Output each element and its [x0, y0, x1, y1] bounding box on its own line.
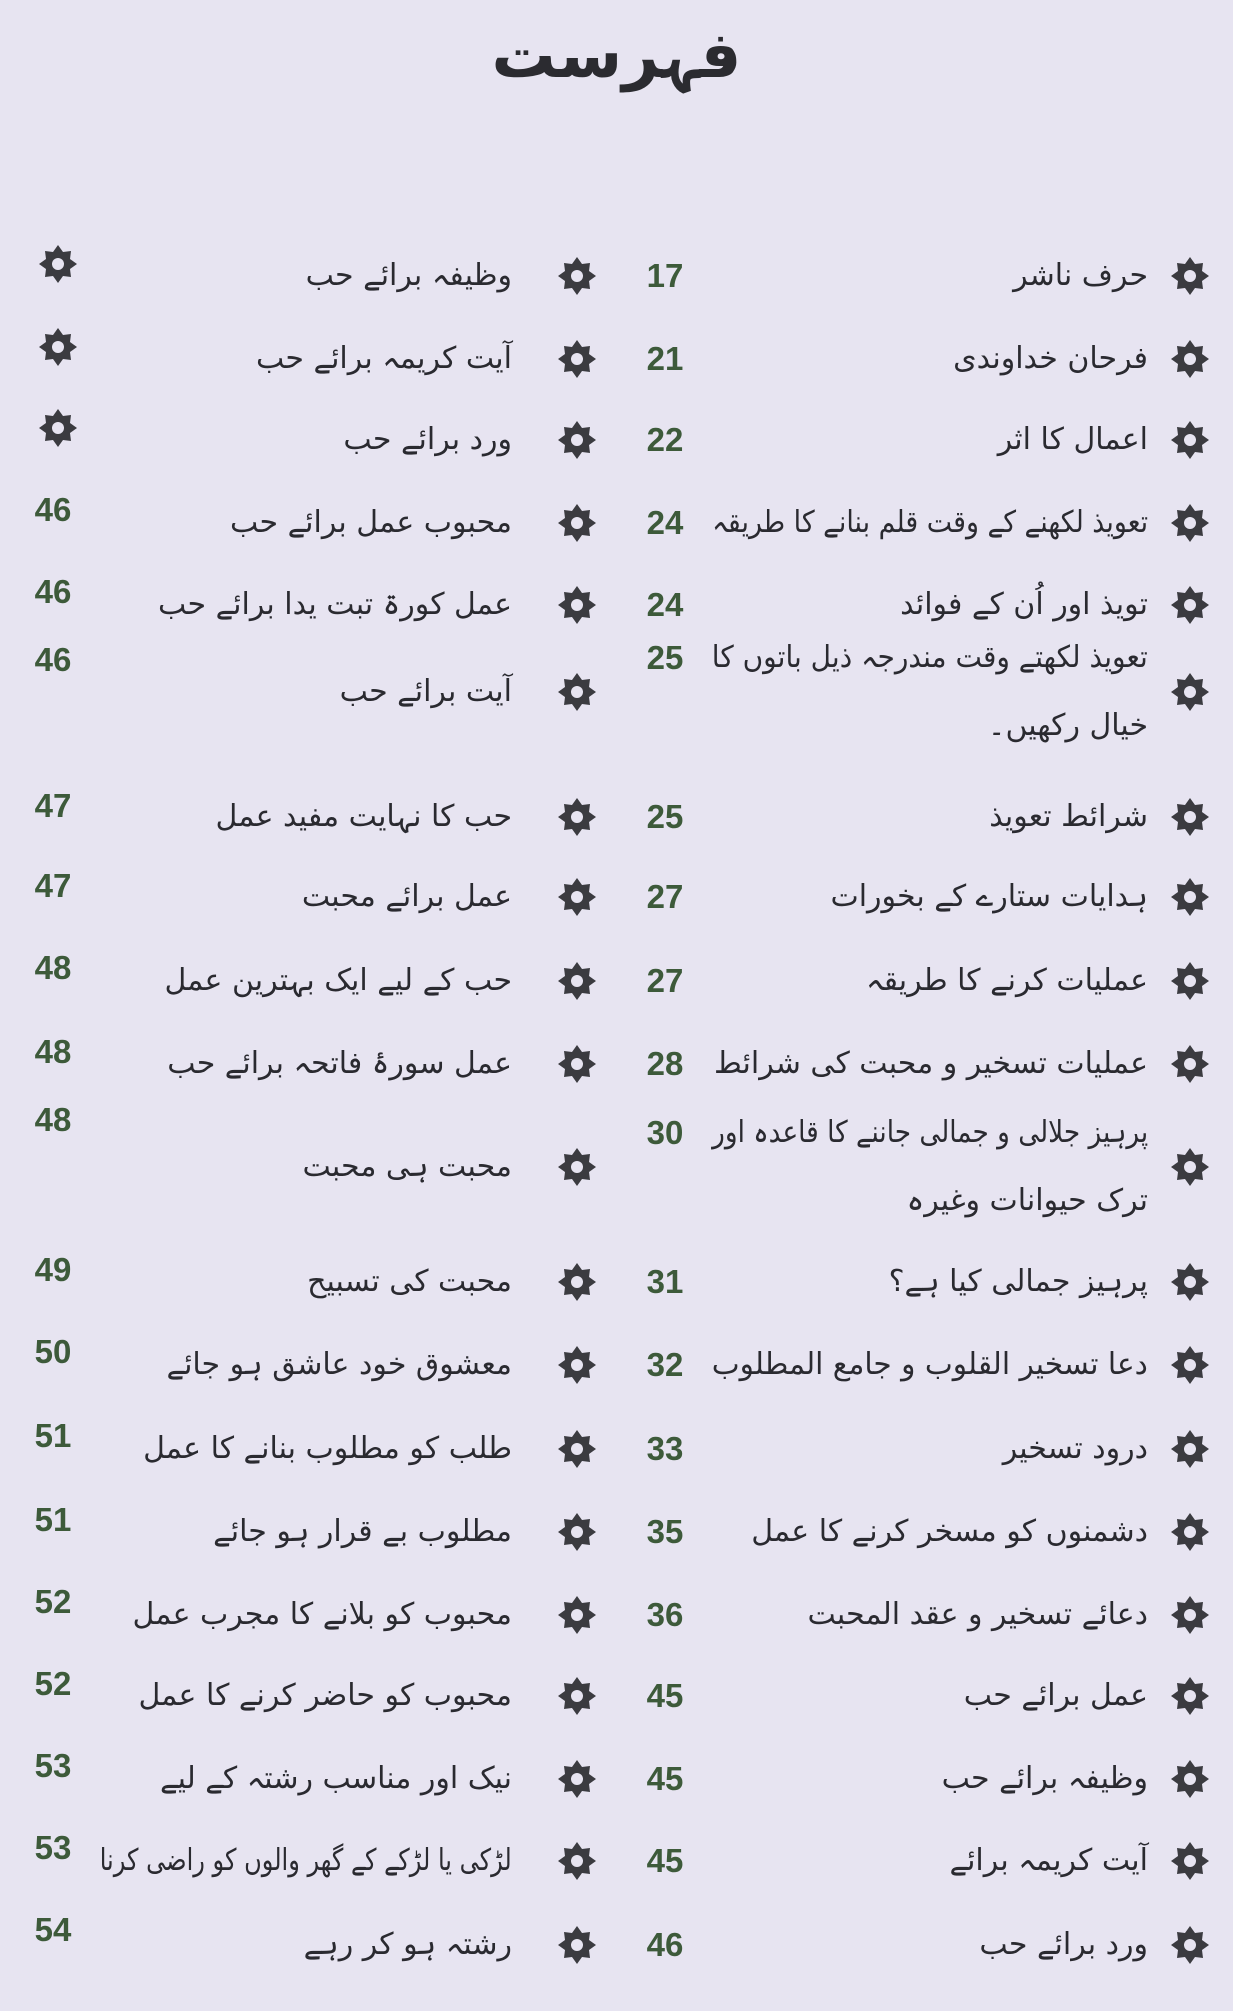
toc-entry-label: اعمال کا اثر [997, 422, 1148, 457]
flower-bullet-icon [557, 877, 597, 917]
toc-entry-label: ورد برائے حب [343, 422, 512, 457]
flower-bullet-icon [557, 1044, 597, 1084]
flower-bullet-icon [1170, 339, 1210, 379]
flower-bullet-icon [38, 244, 78, 284]
page-number: 46 [646, 1926, 684, 1963]
flower-bullet-icon [557, 1841, 597, 1881]
page-number: 25 [646, 798, 684, 835]
toc-entry-label: حب کے لیے ایک بہترین عمل [164, 963, 512, 998]
flower-bullet-icon [1170, 797, 1210, 837]
page-number: 17 [646, 257, 684, 294]
toc-entry-right[interactable] [712, 333, 1148, 385]
toc-entry-label: پرہیز جلالی و جمالی جاننے کا قاعدہ اور [711, 1115, 1148, 1150]
toc-entry-left[interactable] [100, 1339, 512, 1391]
toc-entry-label: عمل برائے حب [963, 1678, 1148, 1713]
page-number: 35 [646, 1513, 684, 1550]
page-number: 25 [646, 639, 684, 676]
page-number: 33 [646, 1430, 684, 1467]
page-number: 28 [646, 1045, 684, 1082]
toc-entry-left[interactable] [100, 1835, 512, 1887]
page-number: 49 [34, 1251, 72, 1288]
toc-entry-right[interactable] [712, 1256, 1148, 1308]
flower-bullet-icon [1170, 961, 1210, 1001]
flower-bullet-icon [1170, 420, 1210, 460]
toc-entry-right[interactable] [712, 1589, 1148, 1641]
toc-entry-label: ورد برائے حب [979, 1927, 1148, 1962]
toc-entry-label: عملیات تسخیر و محبت کی شرائط [714, 1046, 1148, 1081]
toc-entry-label: فرحان خداوندی [953, 341, 1148, 376]
page-number: 21 [646, 340, 684, 377]
toc-entry-right[interactable] [712, 871, 1148, 923]
toc-entry-label: عمل کورۃ تبت یدا برائے حب [158, 587, 512, 622]
toc-entry-right[interactable] [712, 1107, 1148, 1159]
page-number: 48 [34, 1101, 72, 1138]
toc-entry-right[interactable] [712, 1835, 1148, 1887]
flower-bullet-icon [557, 339, 597, 379]
toc-entry-right[interactable] [712, 250, 1148, 302]
toc-entry-label: نیک اور مناسب رشتہ کے لیے [160, 1761, 512, 1796]
toc-entry-label: عمل سورۂ فاتحہ برائے حب [167, 1046, 512, 1081]
toc-entry-right[interactable] [712, 632, 1148, 684]
toc-entry-label: لڑکی یا لڑکے کے گھر والوں کو راضی کرنا [99, 1843, 512, 1878]
toc-entry-left[interactable] [100, 497, 512, 549]
flower-bullet-icon [557, 585, 597, 625]
page-number: 50 [34, 1333, 72, 1370]
page-number: 46 [34, 573, 72, 610]
toc-entry-right[interactable] [712, 579, 1148, 631]
toc-entry-label: محبوب عمل برائے حب [230, 505, 512, 540]
toc-entry-label: پرہیز جمالی کیا ہے؟ [888, 1264, 1148, 1299]
flower-bullet-icon [557, 256, 597, 296]
flower-bullet-icon [557, 1512, 597, 1552]
page-number: 51 [34, 1501, 72, 1538]
toc-entry-left[interactable] [100, 579, 512, 631]
flower-bullet-icon [1170, 672, 1210, 712]
page-number: 32 [646, 1346, 684, 1383]
flower-bullet-icon [557, 961, 597, 1001]
page-number: 52 [34, 1665, 72, 1702]
toc-entry-label: محبت کی تسبیح [307, 1264, 512, 1299]
flower-bullet-icon [557, 1595, 597, 1635]
flower-bullet-icon [1170, 256, 1210, 296]
toc-entry-left[interactable] [100, 1423, 512, 1475]
toc-entry-label: حرف ناشر [1013, 258, 1148, 293]
toc-entry-left[interactable] [100, 333, 512, 385]
page-number: 48 [34, 1033, 72, 1070]
flower-bullet-icon [1170, 877, 1210, 917]
page-number: 27 [646, 962, 684, 999]
page-number: 30 [646, 1114, 684, 1151]
page-number: 52 [34, 1583, 72, 1620]
toc-entry-label: ترک حیوانات وغیرہ [906, 1183, 1148, 1218]
toc-entry-left[interactable] [100, 871, 512, 923]
flower-bullet-icon [38, 327, 78, 367]
toc-entry-right[interactable] [712, 1175, 1148, 1227]
flower-bullet-icon [1170, 1595, 1210, 1635]
toc-entry-label: محبوب کو حاضر کرنے کا عمل [138, 1678, 512, 1713]
page-number: 47 [34, 787, 72, 824]
page-number: 27 [646, 878, 684, 915]
page-number: 51 [34, 1417, 72, 1454]
toc-entry-label: محبت ہی محبت [302, 1149, 512, 1184]
toc-entry-label: تعویذ لکھتے وقت مندرجہ ذیل باتوں کا [712, 640, 1148, 675]
toc-entry-right[interactable] [712, 1670, 1148, 1722]
toc-entry-label: آیت کریمہ برائے حب [255, 341, 512, 376]
toc-entry-right[interactable] [712, 1423, 1148, 1475]
toc-entry-right[interactable] [712, 1339, 1148, 1391]
flower-bullet-icon [557, 797, 597, 837]
flower-bullet-icon [557, 1345, 597, 1385]
flower-bullet-icon [1170, 1676, 1210, 1716]
page-number: 54 [34, 1911, 72, 1948]
toc-entry-label: وظیفہ برائے حب [305, 258, 512, 293]
toc-entry-right[interactable] [712, 955, 1148, 1007]
toc-entry-label: عملیات کرنے کا طریقہ [866, 963, 1148, 998]
flower-bullet-icon [1170, 503, 1210, 543]
page-number: 36 [646, 1596, 684, 1633]
flower-bullet-icon [1170, 1345, 1210, 1385]
flower-bullet-icon [1170, 1925, 1210, 1965]
toc-entry-label: خیال رکھیں۔ [987, 708, 1148, 743]
flower-bullet-icon [557, 1759, 597, 1799]
page-number: 46 [34, 491, 72, 528]
page-number: 47 [34, 867, 72, 904]
toc-entry-label: عمل برائے محبت [301, 879, 512, 914]
page-number: 24 [646, 504, 684, 541]
toc-entry-left[interactable] [100, 666, 512, 718]
page-title: فہرست [491, 19, 742, 93]
flower-bullet-icon [38, 408, 78, 448]
toc-entry-right[interactable] [712, 1919, 1148, 1971]
toc-entry-label: ہدایات ستارے کے بخورات [830, 879, 1148, 914]
toc-entry-right[interactable] [712, 1506, 1148, 1558]
toc-entry-right[interactable] [712, 1753, 1148, 1805]
toc-entry-label: دعا تسخیر القلوب و جامع المطلوب [711, 1347, 1148, 1382]
flower-bullet-icon [557, 1676, 597, 1716]
flower-bullet-icon [1170, 1429, 1210, 1469]
toc-entry-label: معشوق خود عاشق ہو جائے [166, 1347, 512, 1382]
flower-bullet-icon [557, 420, 597, 460]
toc-entry-label: حب کا نہایت مفید عمل [215, 799, 512, 834]
page-number: 45 [646, 1842, 684, 1879]
toc-entry-label: وظیفہ برائے حب [941, 1761, 1148, 1796]
flower-bullet-icon [557, 1429, 597, 1469]
toc-entry-label: آیت برائے حب [339, 674, 512, 709]
toc-entry-label: درود تسخیر [1002, 1431, 1148, 1466]
flower-bullet-icon [1170, 1044, 1210, 1084]
toc-entry-right[interactable] [712, 497, 1148, 549]
toc-entry-label: مطلوب بے قرار ہو جائے [213, 1514, 512, 1549]
page-number: 45 [646, 1677, 684, 1714]
toc-entry-left[interactable] [100, 791, 512, 843]
flower-bullet-icon [557, 672, 597, 712]
flower-bullet-icon [557, 1925, 597, 1965]
flower-bullet-icon [1170, 1147, 1210, 1187]
page-number: 45 [646, 1760, 684, 1797]
flower-bullet-icon [557, 503, 597, 543]
flower-bullet-icon [557, 1147, 597, 1187]
toc-entry-label: دشمنوں کو مسخر کرنے کا عمل [751, 1514, 1148, 1549]
toc-entry-left[interactable] [100, 250, 512, 302]
flower-bullet-icon [1170, 1759, 1210, 1799]
toc-entry-left[interactable] [100, 1038, 512, 1090]
toc-entry-left[interactable] [100, 1506, 512, 1558]
toc-entry-left[interactable] [100, 1256, 512, 1308]
toc-entry-label: دعائے تسخیر و عقد المحبت [807, 1597, 1148, 1632]
toc-entry-right[interactable] [712, 414, 1148, 466]
toc-entry-left[interactable] [100, 955, 512, 1007]
page-number: 48 [34, 949, 72, 986]
toc-entry-label: طلب کو مطلوب بنانے کا عمل [143, 1431, 512, 1466]
flower-bullet-icon [1170, 1262, 1210, 1302]
page-number: 46 [34, 641, 72, 678]
flower-bullet-icon [1170, 585, 1210, 625]
toc-entry-right[interactable] [712, 700, 1148, 752]
toc-entry-left[interactable] [100, 1670, 512, 1722]
page-number: 22 [646, 421, 684, 458]
toc-entry-label: تعویذ لکھنے کے وقت قلم بنانے کا طریقہ [711, 505, 1148, 540]
toc-entry-left[interactable] [100, 414, 512, 466]
page-number: 53 [34, 1747, 72, 1784]
toc-entry-label: رشتہ ہو کر رہے [303, 1927, 512, 1962]
toc-entry-left[interactable] [100, 1589, 512, 1641]
toc-entry-label: محبوب کو بلانے کا مجرب عمل [132, 1597, 512, 1632]
toc-entry-label: آیت کریمہ برائے [949, 1843, 1148, 1878]
toc-entry-left[interactable] [100, 1919, 512, 1971]
page-number: 53 [34, 1829, 72, 1866]
page-number: 24 [646, 586, 684, 623]
toc-entry-right[interactable] [712, 1038, 1148, 1090]
toc-entry-left[interactable] [100, 1141, 512, 1193]
page-number: 31 [646, 1263, 684, 1300]
flower-bullet-icon [1170, 1841, 1210, 1881]
toc-entry-left[interactable] [100, 1753, 512, 1805]
flower-bullet-icon [557, 1262, 597, 1302]
toc-entry-label: شرائط تعویذ [989, 799, 1148, 834]
flower-bullet-icon [1170, 1512, 1210, 1552]
toc-entry-right[interactable] [712, 791, 1148, 843]
toc-entry-label: تویذ اور اُن کے فوائد [900, 587, 1148, 622]
